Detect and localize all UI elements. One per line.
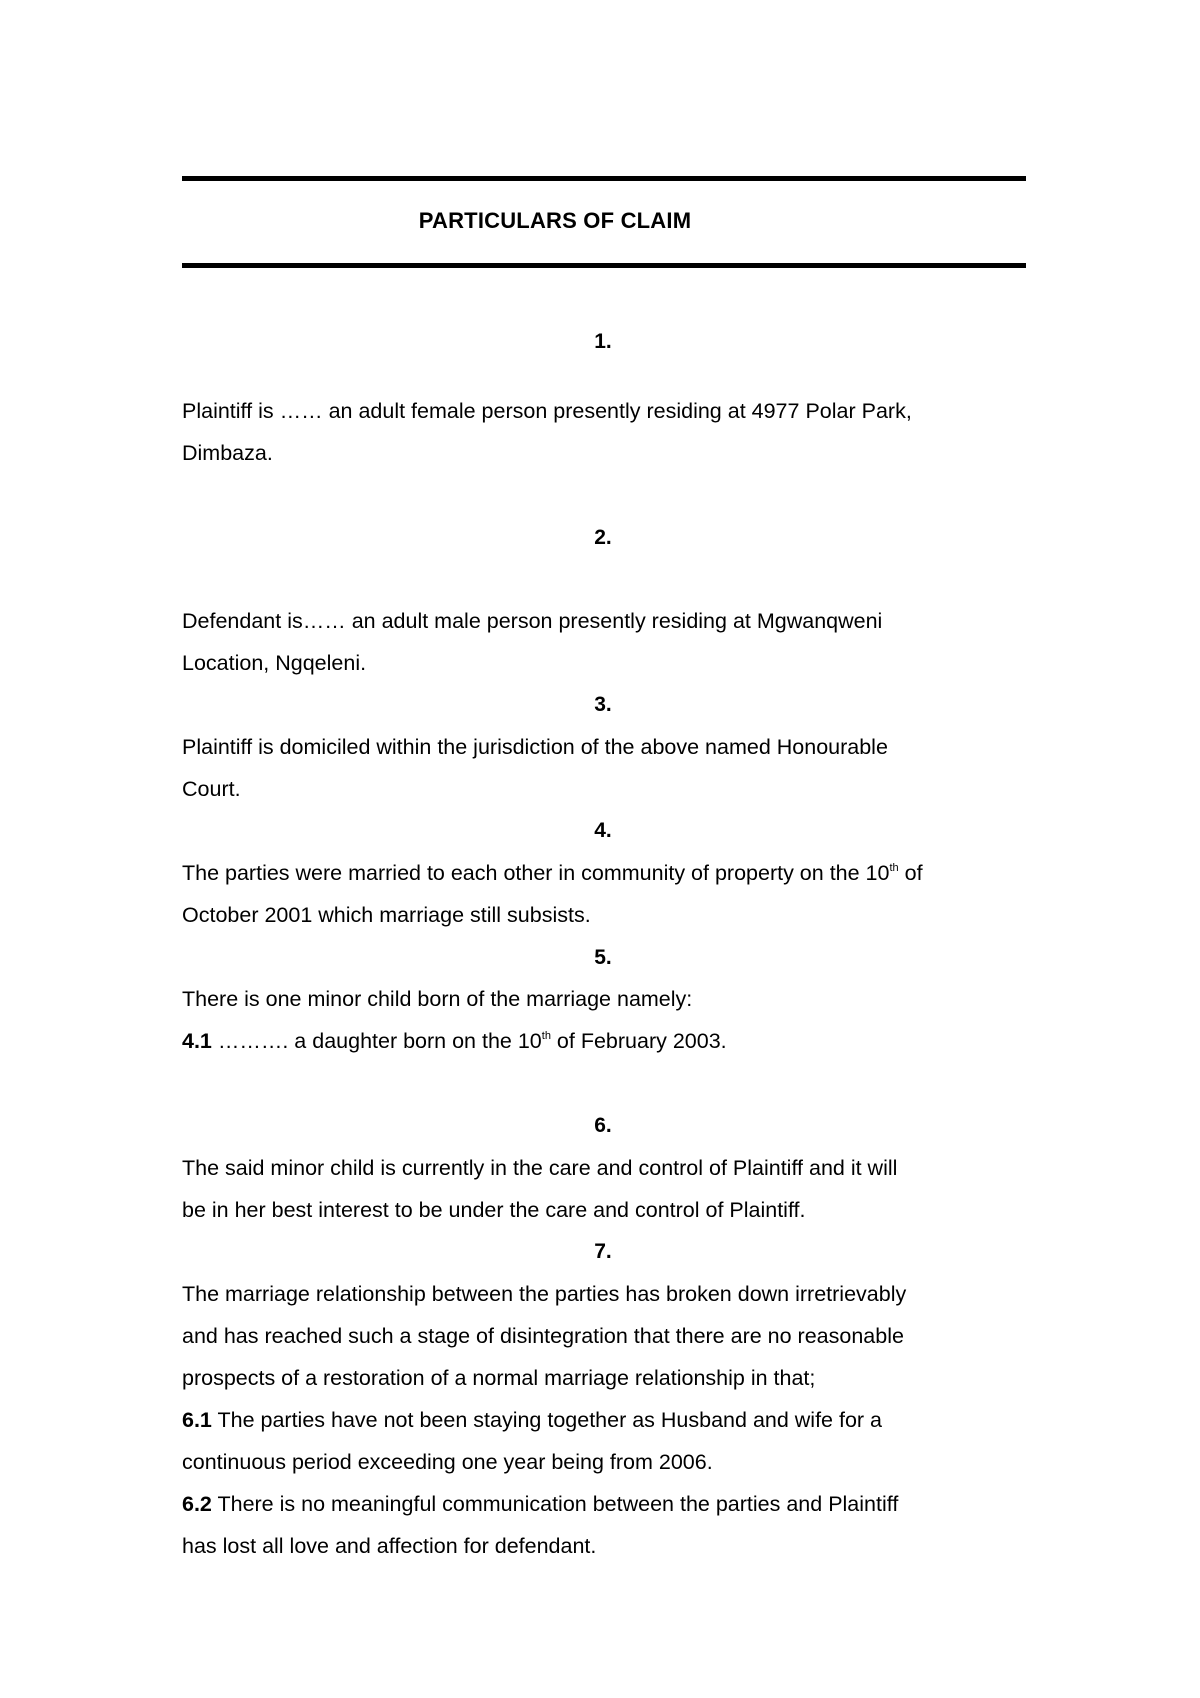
section-number-7: 7. [594,1240,612,1263]
text-fragment: ………. a daughter born on the 10 [211,1029,542,1053]
section-text-3 [182,726,1042,810]
text-line: Defendant is…… an adult male person presently residing at Mgwanqweni [182,609,883,633]
text-line: and has reached such a stage of disintegration that there are no reasonable [182,1324,904,1348]
text-fragment: There is no meaningful communication between the parties and Plaintiff [211,1492,899,1516]
title-bottom-rule [182,263,1026,268]
section-text-5 [182,978,1042,1062]
text-line: There is one minor child born of the marriage namely: [182,987,693,1011]
text-fragment: of February 2003. [550,1029,727,1053]
title-top-rule [182,176,1026,181]
text-fragment: The parties were married to each other in community of property on the 10 [182,861,890,885]
text-line: Location, Ngqeleni. [182,651,367,675]
sub-item-line [182,1483,1042,1525]
sub-item-label: 6.1 [182,1408,212,1432]
section-number-1: 1. [594,330,612,353]
text-line: has lost all love and affection for defendant. [182,1534,597,1558]
text-line: be in her best interest to be under the care and control of Plaintiff. [182,1198,806,1222]
text-line: The said minor child is currently in the care and control of Plaintiff and it will [182,1156,898,1180]
section-number-4: 4. [594,819,612,842]
ordinal-suffix: th [541,1030,551,1042]
section-text-4 [182,852,1042,936]
text-line: The marriage relationship between the parties has broken down irretrievably [182,1282,907,1306]
document-title: PARTICULARS OF CLAIM [418,208,692,233]
text-line: Dimbaza. [182,441,273,465]
sub-item-label: 6.2 [182,1492,212,1516]
text-line: October 2001 which marriage still subsists. [182,903,591,927]
section-number-5: 5. [594,946,612,969]
section-text-6 [182,1147,1042,1231]
text-fragment: The parties have not been staying together as Husband and wife for a [211,1408,883,1432]
sub-item-line [182,1020,1042,1062]
section-number-3: 3. [594,693,612,716]
text-line [182,852,1042,894]
text-fragment: of [898,861,923,885]
text-line: Plaintiff is …… an adult female person presently residing at 4977 Polar Park, [182,399,912,423]
section-number-2: 2. [594,526,612,549]
text-line: prospects of a restoration of a normal marriage relationship in that; [182,1366,816,1390]
text-line: Court. [182,777,241,801]
section-text-2 [182,600,1042,684]
section-number-6: 6. [594,1114,612,1137]
text-line: Plaintiff is domiciled within the jurisdiction of the above named Honourable [182,735,888,759]
sub-item-line [182,1399,1042,1441]
section-text-7 [182,1273,1042,1567]
text-line: continuous period exceeding one year being from 2006. [182,1450,713,1474]
section-text-1 [182,390,1042,474]
sub-item-label: 4.1 [182,1029,212,1053]
ordinal-suffix: th [889,862,899,874]
